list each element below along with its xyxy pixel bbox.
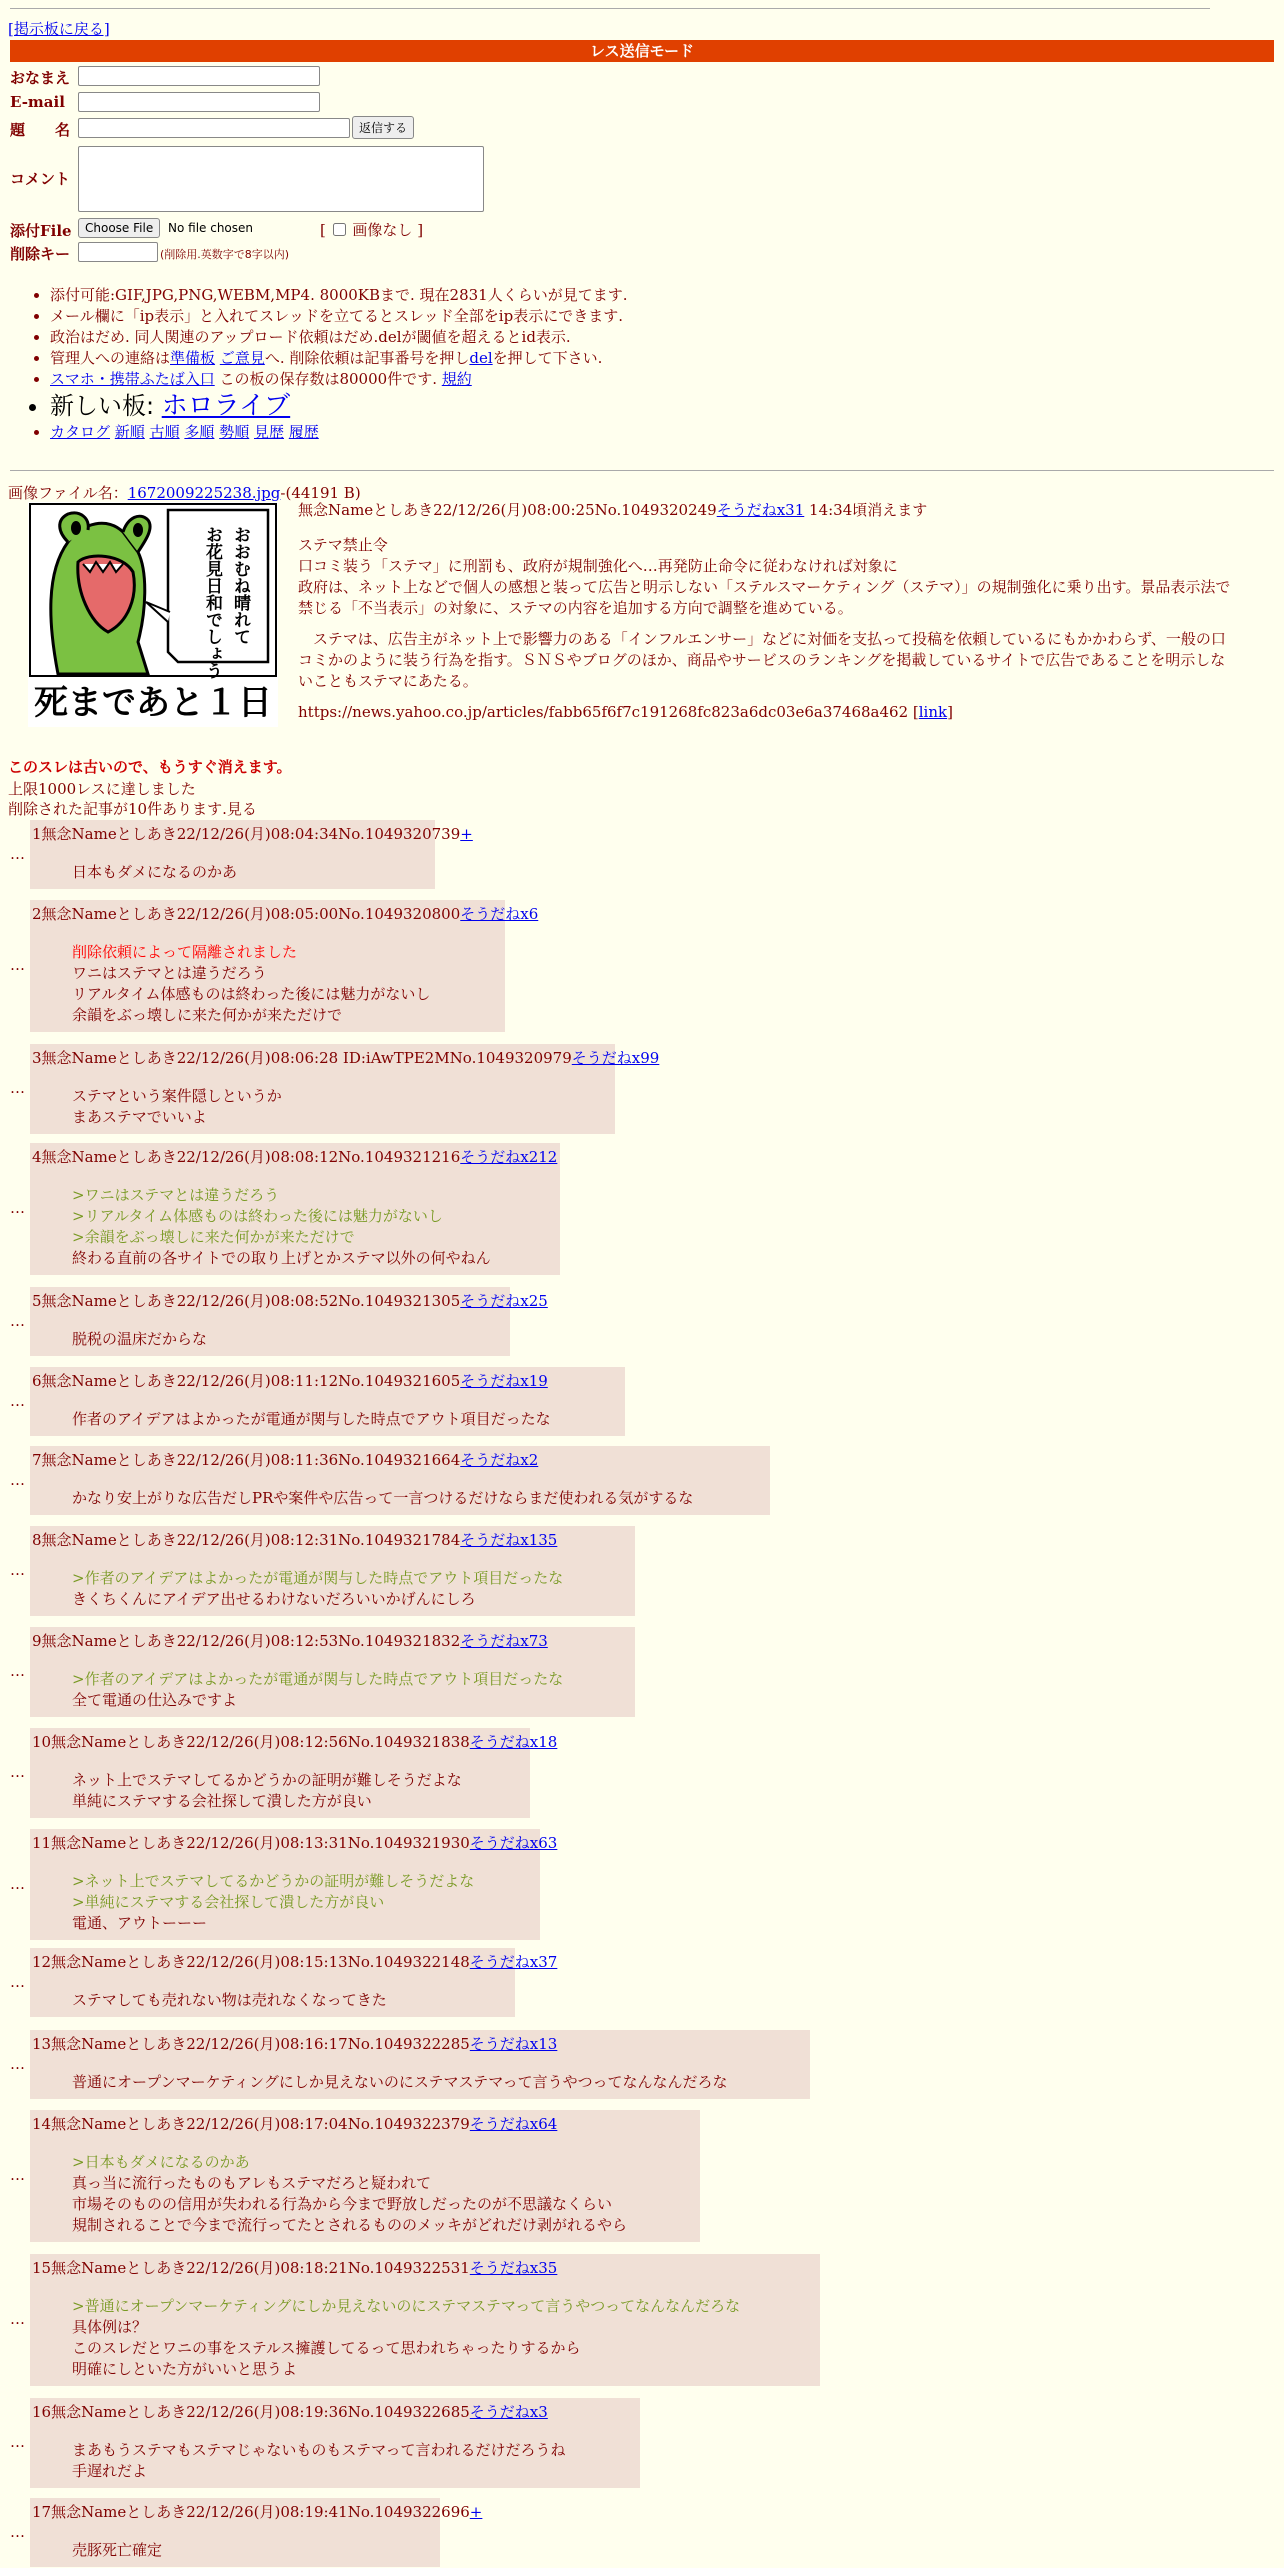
reply-post (30, 1829, 558, 1940)
del-link[interactable]: del (469, 349, 493, 367)
sodane-button[interactable]: + (469, 2503, 483, 2521)
reply-body (72, 2296, 812, 2380)
reply-body (72, 2540, 432, 2561)
reply-body (72, 1770, 522, 1812)
reply-line: まあもうステマもステマじゃないものもステマって言われるだけだろうね (72, 2441, 566, 2459)
reply-ellipsis: … (10, 1662, 25, 1680)
crocodile-cartoon-image (28, 502, 278, 727)
prep-board-link[interactable]: 準備板 (170, 349, 216, 367)
sodane-button[interactable]: そうだねx73 (460, 1632, 548, 1650)
reply-meta: 11無念Nameとしあき22/12/26(月)08:13:31No.1049321930 (32, 1834, 470, 1852)
reply-ellipsis: … (10, 1972, 25, 1991)
reply-body (72, 942, 497, 1026)
sort-links (50, 422, 628, 443)
comment-label: コメント (10, 170, 71, 188)
reply-post (30, 2030, 810, 2099)
quoted-line: >余韻をぶっ壊しに来た何かが来ただけで (72, 1228, 355, 1246)
quoted-line: >作者のアイデアはよかったが電通が関与した時点でアウト項目だったな (72, 1569, 564, 1587)
reply-meta: 1無念Nameとしあき22/12/26(月)08:04:34No.1049320739 (32, 825, 461, 843)
sort-most-link[interactable]: 多順 (184, 423, 215, 441)
reply-post (30, 1143, 560, 1275)
reply-meta: 14無念Nameとしあき22/12/26(月)08:17:04No.1049322379 (32, 2115, 470, 2133)
quoted-line: >ネット上でステマしてるかどうかの証明が難しそうだよな (72, 1872, 475, 1890)
reply-meta: 17無念Nameとしあき22/12/26(月)08:19:41No.1049322696 (32, 2503, 470, 2521)
op-body-line: 口コミ装う「ステマ」に刑罰も、政府が規制強化へ…再発防止命令に従わなければ対象に (298, 557, 898, 575)
reply-body (72, 1086, 607, 1128)
back-to-board-link[interactable]: [掲示板に戻る] (8, 20, 110, 38)
sodane-button[interactable]: そうだねx64 (469, 2115, 558, 2133)
reply-line: 明確にしといた方がいいと思うよ (72, 2360, 298, 2378)
rule-item: • メール欄に「ip表示」と入れてスレッドを立てるとスレッド全部をip表示にできます. (50, 306, 628, 327)
sodane-button[interactable]: そうだねx35 (469, 2259, 558, 2277)
reply-post (30, 1446, 770, 1515)
sodane-button[interactable]: そうだねx13 (469, 2035, 558, 2053)
no-image-option (320, 219, 423, 240)
no-image-bracket-close: ] (417, 221, 424, 239)
reply-ellipsis: … (10, 956, 25, 974)
sodane-button[interactable]: そうだねx99 (571, 1049, 660, 1067)
reply-ellipsis: … (10, 2054, 25, 2073)
reply-meta: 2無念Nameとしあき22/12/26(月)08:05:00No.1049320800 (32, 905, 461, 923)
submit-reply-button[interactable]: 返信する (352, 116, 414, 139)
sort-old-link[interactable]: 古順 (149, 423, 180, 441)
terms-link[interactable]: 規約 (441, 370, 472, 388)
reply-post (30, 2254, 820, 2386)
reply-line: 真っ当に流行ったものもアレもステマだろと疑われて (72, 2174, 432, 2192)
delete-key-note: (削除用.英数字で8字以内) (160, 248, 290, 261)
no-file-text: No file chosen (168, 221, 254, 235)
reply-meta: 4無念Nameとしあき22/12/26(月)08:08:12No.1049321216 (32, 1148, 461, 1166)
reply-header (32, 2034, 802, 2054)
reply-post (30, 1948, 558, 2017)
rule-item: • スマホ・携帯ふたば入口 この板の保存数は80000件です. 規約 (50, 369, 628, 390)
reply-line: 普通にオープンマーケティングにしか見えないのにステマステマって言うやつってなんなんだろな (72, 2073, 728, 2091)
reply-line: 全て電通の仕込みですよ (72, 1691, 238, 1709)
reply-line: このスレだとワニの事をステルス擁護してるって思われちゃったりするから (72, 2339, 581, 2357)
reply-header (32, 904, 539, 924)
reply-body (72, 1185, 552, 1269)
file-label: 添付File (10, 222, 72, 240)
reply-ellipsis: … (10, 2166, 25, 2184)
reply-header (32, 2258, 812, 2278)
reply-line: ネット上でステマしてるかどうかの証明が難しそうだよな (72, 1771, 462, 1789)
reply-post (30, 1367, 625, 1436)
reply-ellipsis: … (10, 844, 25, 863)
reply-line: 具体例は？ (72, 2318, 148, 2336)
quoted-line: >普通にオープンマーケティングにしか見えないのにステマステマって言うやつってなんなんだろな (72, 2297, 741, 2315)
sodane-button[interactable]: そうだねx25 (460, 1292, 548, 1310)
reply-header (32, 1371, 617, 1391)
reply-meta: 12無念Nameとしあき22/12/26(月)08:15:13No.1049322148 (32, 1953, 470, 1971)
reply-line: 売豚死亡確定 (72, 2541, 163, 2559)
op-body-line: ステマ禁止令 (298, 536, 388, 554)
new-board-item: • 新しい板: ホロライブ (50, 390, 628, 422)
sodane-button[interactable]: そうだねx212 (460, 1148, 558, 1166)
reply-line: ステマという案件隠しというか (72, 1087, 282, 1105)
reply-line: 終わる直前の各サイトでの取り上げとかステマ以外の何やねん (72, 1249, 491, 1267)
no-image-label: 画像なし (352, 221, 413, 239)
history-link[interactable]: 履歴 (288, 423, 319, 441)
thumb-text-2: お花見日和でしょう (202, 526, 222, 679)
choose-file-button[interactable]: Choose File (78, 218, 160, 238)
reply-ellipsis: … (10, 1561, 25, 1579)
hololive-board-link[interactable]: ホロライブ (161, 391, 291, 421)
delete-key-label: 削除キー (10, 245, 71, 263)
sodane-button[interactable]: そうだねx3 (469, 2403, 548, 2421)
reply-limit-notice: 上限1000レスに達しました (8, 780, 196, 798)
reply-ellipsis: … (10, 1079, 25, 1097)
reply-body (72, 1669, 627, 1711)
thumb-caption: 死まであと１日 (34, 683, 272, 723)
reply-post (30, 2498, 483, 2567)
reply-post (30, 1526, 635, 1616)
reply-header (32, 2114, 692, 2134)
reply-meta: 9無念Nameとしあき22/12/26(月)08:12:53No.1049321832 (32, 1632, 461, 1650)
reply-body (72, 2072, 802, 2093)
quoted-line: >作者のアイデアはよかったが電通が関与した時点でアウト項目だったな (72, 1670, 564, 1688)
reply-ellipsis: … (10, 1391, 25, 1410)
catalog-link[interactable]: カタログ (50, 423, 111, 441)
reply-post (30, 2398, 640, 2488)
reply-ellipsis: … (10, 1311, 25, 1330)
reply-body (72, 1329, 502, 1350)
reply-ellipsis: … (10, 2522, 25, 2541)
op-body-line: 政府は、ネット上などで個人の感想と装って広告と明示しない「ステルスマーケティング（ステマ）」の規制強化に乗り出す。景品表示法で禁じる「不当表示」の対象に、ステマの内容を追加する方向で調整を進めている。 (298, 578, 1231, 617)
op-file-link[interactable]: 1672009225238.jpg (127, 484, 281, 502)
quoted-line: >単純にステマする会社探して潰した方が良い (72, 1893, 385, 1911)
reply-meta: 16無念Nameとしあき22/12/26(月)08:19:36No.1049322685 (32, 2403, 470, 2421)
reply-header (32, 1450, 762, 1470)
reply-body (72, 1871, 532, 1934)
reply-post (30, 1728, 558, 1818)
reply-body (72, 2152, 692, 2236)
sodane-button[interactable]: そうだねx135 (460, 1531, 558, 1549)
op-source-url: https://news.yahoo.co.jp/articles/fabb65f6f7c191268fc823a6dc03e6a37468a462 [ (298, 703, 919, 721)
reply-meta: 6無念Nameとしあき22/12/26(月)08:11:12No.1049321605 (32, 1372, 461, 1390)
op-post: 無念Nameとしあき22/12/26(月)08:00:25No.1049320249そうだねx31 14:34頃消えます ステマ禁止令 口コミ装う「ステマ」に刑罰も、政府が規制強化へ…再発防止命令に従わなければ対象に 政府は、ネット上などで個人の感想と装って広告と明示しない「ステルスマーケティング（ステマ）」の規制強化に乗り出す。景品表示法で禁じる「不当表示」の対象に、ステマの内容を追加する方向で調整を進めている。 ステマは、広告主がネット上で影響力のある「インフルエンサー」などに対価を支払って投稿を依頼しているにもかかわらず、一般の口コミかのように装う行為を指す。ＳＮＳやブログのほか、商品やサービスのランキングを掲載しているサイトで広告であることを明示しないこともステマにあたる。 https://news.yahoo.co.jp/articles/fabb65f6f7c191268fc823a6dc03e6a37468a462 [link] (298, 500, 1238, 733)
reply-header (32, 824, 473, 844)
reply-line: リアルタイム体感ものは終わった後には魅力がないし (72, 985, 431, 1003)
reply-body (72, 1568, 627, 1610)
reply-header (32, 1048, 660, 1068)
rule-item: • 管理人への連絡は準備板 ご意見へ. 削除依頼は記事番号を押しdelを押して下さい. (50, 348, 628, 369)
thread-expiring-notice: このスレは古いので、もうすぐ消えます。 (8, 758, 292, 776)
op-header: 無念Nameとしあき22/12/26(月)08:00:25No.1049320249 (298, 501, 717, 519)
deleted-posts-notice[interactable]: 削除された記事が10件あります.見る (8, 800, 257, 818)
board-rules-list (30, 285, 628, 443)
reply-post (30, 2110, 700, 2242)
reply-line: 市場そのものの信用が失われる行為から今まで野放しだったのが不思議なくらい (72, 2195, 613, 2213)
reply-post (30, 1044, 660, 1134)
reply-header (32, 1631, 627, 1651)
quoted-line: >リアルタイム体感ものは終わった後には魅力がないし (72, 1207, 443, 1225)
reply-body (72, 862, 427, 883)
reply-line: 削除依頼によって隔離されました (72, 943, 298, 961)
reply-meta: 10無念Nameとしあき22/12/26(月)08:12:56No.1049321838 (32, 1733, 470, 1751)
reply-ellipsis: … (10, 1763, 25, 1781)
reply-meta: 7無念Nameとしあき22/12/26(月)08:11:36No.1049321664 (32, 1451, 461, 1469)
quoted-line: >ワニはステマとは違うだろう (72, 1186, 280, 1204)
delete-key-input[interactable] (78, 242, 158, 262)
sodane-button[interactable]: そうだねx6 (460, 905, 539, 923)
reply-line: 脱税の温床だからな (72, 1330, 208, 1348)
reply-ellipsis: … (10, 2433, 25, 2451)
view-history-link[interactable]: 見歴 (253, 423, 284, 441)
sort-new-link[interactable]: 新順 (114, 423, 145, 441)
reply-meta: 15無念Nameとしあき22/12/26(月)08:18:21No.1049322531 (32, 2259, 470, 2277)
no-image-checkbox[interactable] (333, 223, 346, 236)
reply-line: かなり安上がりな広告だしPRや案件や広告って一言つけるだけならまだ使われる気がするな (72, 1489, 694, 1507)
sort-momentum-link[interactable]: 勢順 (219, 423, 250, 441)
rule-item: • 政治はだめ. 同人関連のアップロード依頼はだめ.delが閾値を超えるとid表示. (50, 327, 628, 348)
reply-line: きくちくんにアイデア出せるわけないだろいいかげんにしろ (72, 1590, 476, 1608)
subject-input[interactable] (78, 118, 350, 138)
name-label: おなまえ (10, 69, 71, 87)
reply-post (30, 1287, 548, 1356)
reply-header (32, 1952, 558, 1972)
sodane-button[interactable]: そうだねx37 (469, 1953, 558, 1971)
email-label: E-mail (10, 93, 65, 111)
reply-body (72, 2440, 632, 2482)
op-file-info: 画像ファイル名：1672009225238.jpg-(44191 B) (8, 484, 361, 502)
reply-post (30, 1627, 635, 1717)
email-input[interactable] (78, 92, 320, 112)
reply-post (30, 900, 539, 1032)
reply-ellipsis: … (10, 1874, 25, 1893)
reply-body (72, 1409, 617, 1430)
comment-textarea[interactable] (78, 146, 484, 212)
reply-line: 規制されることで今まで流行ってたとされるもののメッキがどれだけ剥がれるやら (72, 2216, 628, 2234)
no-image-bracket-open: [ (320, 221, 326, 239)
op-expire-time: 14:34頃消えます (804, 501, 928, 519)
reply-header (32, 2502, 483, 2522)
reply-line: 日本もダメになるのかあ (72, 863, 238, 881)
reply-ellipsis: … (10, 2310, 25, 2328)
reply-header (32, 1732, 558, 1752)
rule-item: • 添付可能:GIF,JPG,PNG,WEBM,MP4. 8000KBまで. 現在2831人くらいが見てます. (50, 285, 628, 306)
reply-header (32, 1147, 558, 1167)
reply-post (30, 820, 473, 889)
reply-body (72, 1990, 507, 2011)
mobile-entry-link[interactable]: スマホ・携帯ふたば入口 (50, 370, 215, 388)
reply-line: まあステマでいいよ (72, 1108, 207, 1126)
reply-line: 電通、アウトーーー (72, 1914, 208, 1932)
reply-meta: 5無念Nameとしあき22/12/26(月)08:08:52No.1049321305 (32, 1292, 461, 1310)
quoted-line: >日本もダメになるのかあ (72, 2153, 250, 2171)
reply-header (32, 1291, 548, 1311)
feedback-link[interactable]: ご意見 (219, 349, 265, 367)
reply-line: 余韻をぶっ壊しに来た何かが来ただけで (72, 1006, 343, 1024)
top-divider (10, 8, 1210, 9)
reply-line: ワニはステマとは違うだろう (72, 964, 267, 982)
reply-line: ステマしても売れない物は売れなくなってきた (72, 1991, 387, 2009)
thread-divider (10, 470, 1274, 471)
reply-body (72, 1488, 762, 1509)
sodane-button[interactable]: そうだねx2 (460, 1451, 539, 1469)
reply-meta: 3無念Nameとしあき22/12/26(月)08:06:28 ID:iAwTPE2MNo.1049320979 (32, 1049, 572, 1067)
reply-mode-bar: レス送信モード (10, 40, 1274, 62)
reply-header (32, 2402, 632, 2422)
sodane-button[interactable]: + (460, 825, 473, 843)
op-body-line: ステマは、広告主がネット上で影響力のある「インフルエンサー」などに対価を支払って投稿を依頼しているにもかかわらず、一般の口コミかのように装う行為を指す。ＳＮＳやブログのほか、商品やサービスのランキングを掲載しているサイトで広告であることを明示しないこともステマにあたる。 (298, 630, 1226, 690)
name-input[interactable] (78, 66, 320, 86)
sodane-button[interactable]: そうだねx63 (469, 1834, 558, 1852)
op-sodane-button[interactable]: そうだねx31 (716, 501, 805, 519)
op-source-link[interactable]: link (918, 703, 948, 721)
thumb-text-1: おおむね晴れて (230, 526, 250, 645)
reply-header (32, 1530, 627, 1550)
reply-header (32, 1833, 558, 1853)
subject-label: 題 名 (10, 121, 71, 139)
reply-line: 単純にステマする会社探して潰した方が良い (72, 1792, 372, 1810)
op-thumbnail-image[interactable] (28, 502, 278, 727)
reply-ellipsis: … (10, 1470, 25, 1489)
sodane-button[interactable]: そうだねx18 (469, 1733, 558, 1751)
reply-meta: 13無念Nameとしあき22/12/26(月)08:16:17No.1049322285 (32, 2035, 470, 2053)
reply-ellipsis: … (10, 1199, 25, 1217)
reply-meta: 8無念Nameとしあき22/12/26(月)08:12:31No.1049321784 (32, 1531, 461, 1549)
reply-line: 手遅れだよ (72, 2462, 148, 2480)
sodane-button[interactable]: そうだねx19 (460, 1372, 548, 1390)
reply-line: 作者のアイデアはよかったが電通が関与した時点でアウト項目だったな (72, 1410, 551, 1428)
